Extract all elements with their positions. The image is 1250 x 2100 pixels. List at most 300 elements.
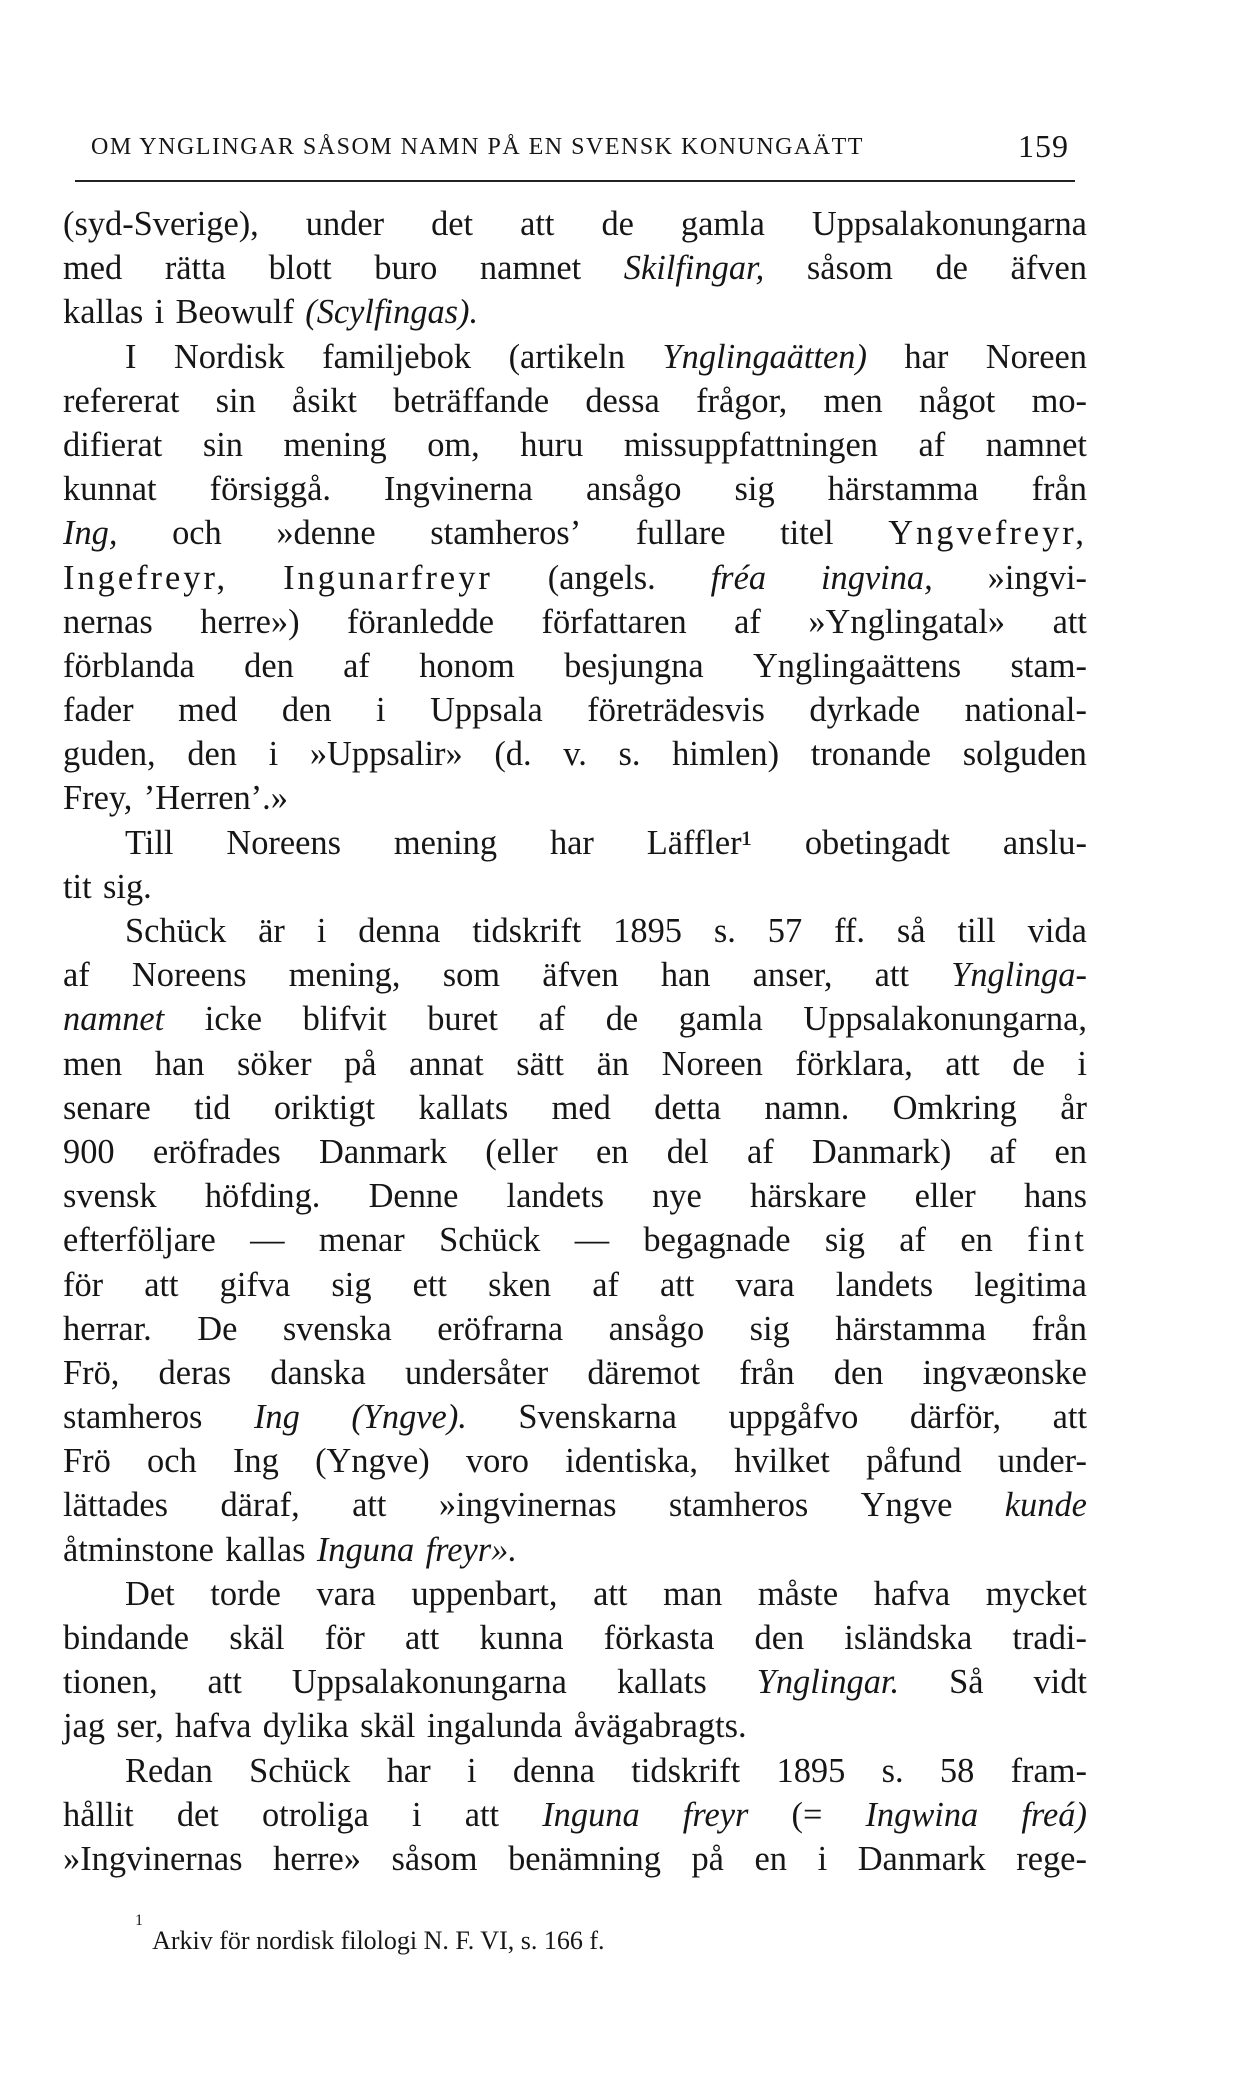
word: så [896,912,926,950]
word: de [601,205,634,243]
word: Noreens [226,823,341,862]
text-line [63,379,1087,423]
text-line [63,1749,1087,1793]
word: Ing [253,1398,300,1437]
word: identiska, [565,1442,699,1481]
text-line [63,202,1087,246]
word: kallats [616,1663,707,1702]
word: i [154,293,165,332]
word: denna [358,912,441,950]
word: i [316,912,327,950]
word: söker [237,1044,312,1083]
word: sätt [516,1044,564,1083]
word: freyr [682,1795,749,1834]
word: att [520,205,555,243]
word: för [324,1619,365,1657]
word: mening, [288,956,401,995]
word: (eller [485,1132,558,1171]
word: hållit [63,1795,134,1834]
word: har [386,1751,431,1790]
word: tradi- [1012,1619,1087,1657]
word: han [660,956,711,995]
text-line [63,290,1087,334]
word: guden, [63,735,156,774]
word: för [63,1265,104,1304]
word: eröfrarna [437,1309,564,1348]
word: af [63,956,90,995]
word: en [595,1132,629,1171]
word: hans [1023,1177,1087,1216]
word: lättades [63,1486,169,1525]
word: mo- [1031,381,1087,420]
text-line [63,1704,1087,1748]
word: kunde [1004,1486,1087,1525]
word: uppgåfvo [728,1398,859,1437]
word: härstamma [835,1309,987,1348]
word: Ing [232,1442,279,1481]
word: besjungna [564,646,704,685]
word: begagnade [643,1221,791,1260]
word: af [592,1265,619,1304]
word: Frö, [63,1353,120,1392]
word: I [125,337,137,376]
text-line [63,1660,1087,1704]
word: fint [1027,1221,1087,1260]
word: sig [734,470,775,509]
word: herre» [273,1839,361,1878]
word: den [187,735,237,774]
word: nye [652,1177,702,1216]
word: stam- [1010,646,1087,685]
word: tionen, [63,1663,158,1702]
word: Noreens [131,956,247,995]
text-line [63,1351,1087,1395]
word: Uppsalakonungarna, [803,1000,1087,1039]
word: de [1012,1044,1045,1083]
word: af [989,1132,1017,1171]
word: stamheros [668,1486,809,1525]
word: förblanda [63,646,195,685]
word: landets [835,1265,934,1304]
word: icke [204,1000,263,1039]
word: 900 [63,1132,115,1171]
word: på [691,1839,724,1878]
word: anser, [752,956,833,995]
word: Nordisk [173,337,285,376]
word: tidskrift [631,1751,741,1790]
word: äfven [1010,249,1087,288]
word: äfven [542,956,619,995]
word: än [596,1044,630,1083]
word: vara [735,1265,795,1304]
word: jag [63,1707,106,1746]
text-line [63,335,1087,379]
word: sin [215,381,256,420]
word: att [874,956,910,995]
word: Danmark) [811,1132,952,1171]
word: ansågo [608,1309,705,1348]
word: dylika [262,1707,349,1746]
word: Inguna [542,1795,640,1834]
word: anslu- [1002,823,1087,862]
word: s. [618,735,641,774]
text-line [63,467,1087,511]
word: voro [465,1442,529,1481]
word: Danmark [319,1132,447,1171]
word: familjebok [322,337,472,376]
word: »Uppsalir» [309,735,463,774]
text-line [63,688,1087,732]
word: namnet [63,1000,165,1039]
word: tronande [810,735,932,774]
word: fréa [710,558,767,597]
word: af [538,1000,566,1039]
word: Ynglinga- [951,956,1087,995]
word: men [823,381,883,420]
text-line [63,1130,1087,1174]
word: den [754,1619,805,1657]
word: (Yngve) [315,1442,430,1481]
word: att [1052,602,1087,641]
word: Yngve [860,1486,953,1525]
word: s. [713,912,736,950]
word: kunna [479,1619,564,1657]
word: måste [757,1574,839,1613]
word: honom [419,646,515,685]
word: himlen) [672,735,780,774]
text-line [63,1042,1087,1086]
word: legitima [974,1265,1087,1304]
word: Schück [125,912,227,950]
word: ingvina, [820,558,933,597]
word: åtminstone [63,1530,214,1569]
word: rätta [164,249,226,288]
word: fram- [1010,1751,1087,1790]
word: från [1031,470,1087,509]
word: fader [63,691,134,730]
text-line [63,600,1087,644]
word: en [1054,1132,1087,1171]
word: i [466,1751,477,1790]
word: deras [158,1353,232,1392]
word: dyrkade [809,691,921,730]
word: oriktigt [273,1088,376,1127]
word: Ingefreyr, [63,558,229,597]
word: på [344,1044,377,1083]
word: Frey, [63,779,133,818]
text-line [63,1263,1087,1307]
word: De [197,1309,238,1348]
word: Yngvefreyr, [888,514,1087,553]
word: Svenskarna [518,1398,677,1437]
word: därför, [909,1398,1002,1437]
word: i [1077,1044,1087,1083]
word: skäl [229,1619,285,1657]
word: en [960,1221,993,1260]
word: stamheros [63,1398,203,1437]
word: senare [63,1088,151,1127]
word: blott [268,249,332,288]
word: freyr». [425,1530,517,1569]
word: herrar. [63,1309,152,1348]
word: refererat [63,381,180,420]
word: härstamma [827,470,979,509]
word: v. [563,735,587,774]
text-line [63,865,1087,909]
text-line [63,997,1087,1041]
word: att [945,1044,980,1083]
word: Ynglingaätten) [662,337,867,376]
word: Ing, [63,514,118,553]
word: har [549,823,594,862]
word: rege- [1016,1839,1087,1878]
word: buro [374,249,438,288]
word: benämning [508,1839,661,1878]
word: Skilfingar, [623,249,765,288]
word: ansågo [585,470,682,509]
word: gamla [678,1000,763,1039]
word: under [305,205,385,243]
running-title: OM YNGLINGAR SÅSOM NAMN PÅ EN SVENSK KONUNGAÄTT [91,134,864,160]
word: kallas [225,1530,306,1569]
word: sken [488,1265,552,1304]
word: annat [409,1044,484,1083]
word: »Ingvinernas [63,1839,243,1878]
word: i [376,691,386,730]
text-line [63,644,1087,688]
word: Läffler¹ [646,823,752,862]
word: fullare [635,514,726,553]
word: denna [512,1751,595,1790]
word: att [404,1619,440,1657]
word: hafva [175,1707,252,1746]
word: — [574,1221,610,1260]
word: sin [202,425,243,464]
footnote-text: Arkiv för nordisk filologi N. F. VI, s. 166 f. [152,1926,605,1956]
word: vara [316,1574,376,1613]
word: däremot [587,1353,701,1392]
word: det [431,205,474,243]
word: år [1060,1088,1087,1127]
word: förkasta [603,1619,715,1657]
word: med [551,1088,611,1127]
word: ff. [834,912,865,950]
word: eller [914,1177,976,1216]
text-line [63,1483,1087,1527]
word: freá) [1021,1795,1087,1834]
word: (d. [494,735,532,774]
word: mycket [985,1574,1087,1613]
word: under- [997,1442,1087,1481]
word: att [593,1574,628,1613]
text-line [63,1793,1087,1837]
word: hafva [873,1574,951,1613]
word: huru [520,425,584,464]
word: svenska [282,1309,392,1348]
word: bindande [63,1619,190,1657]
word: sig [749,1309,790,1348]
word: Ynglingaättens [752,646,962,685]
word: härskare [750,1177,867,1216]
word: namn. [764,1088,850,1127]
word: till [957,912,996,950]
word: ’Herren’.» [143,779,288,818]
word: blifvit [302,1000,387,1039]
word: Omkring [892,1088,1017,1127]
text-line [63,1572,1087,1616]
word: skäl [360,1707,416,1746]
word: det [176,1795,219,1834]
word: svensk [63,1177,157,1216]
word: Noreen [661,1044,763,1083]
text-line [63,423,1087,467]
word: Noreen [985,337,1087,376]
word: eröfrades [152,1132,281,1171]
text-line [63,1528,1087,1572]
word: har [904,337,949,376]
word: i [412,1795,422,1834]
word: vida [1027,912,1087,950]
word: solguden [962,735,1087,774]
word: missuppfattningen [623,425,878,464]
text-line [63,1837,1087,1881]
word: Uppsala [430,691,543,730]
body-text [63,202,1087,1961]
word: af [918,425,946,464]
word: försiggå. [209,470,331,509]
word: 1895 [776,1751,846,1790]
footnote-marker: 1 [135,1912,143,1930]
word: difierat [63,425,163,464]
word: föranledde [347,602,495,641]
word: undersåter [404,1353,549,1392]
word: Ingwina [865,1795,979,1834]
word: efterföljare [63,1221,216,1260]
word: national- [964,691,1087,730]
word: den [244,646,294,685]
running-head [91,128,1069,168]
word: och [172,514,222,553]
word: Danmark [857,1839,986,1878]
word: att [352,1486,387,1525]
word: att [207,1663,242,1702]
word: Redan [125,1751,213,1790]
text-line [63,776,1087,820]
word: från [739,1353,795,1392]
word: sig [331,1265,372,1304]
word: »ingvinernas [438,1486,617,1525]
word: Till [125,823,174,862]
word: uppenbart, [411,1574,558,1613]
word: en [754,1839,787,1878]
word: påfund [866,1442,962,1481]
word: åsikt [292,381,357,420]
word: däraf, [220,1486,300,1525]
word: tit [63,867,92,906]
book-page [63,0,1087,2100]
word: herre») [200,602,300,641]
word: företrädesvis [587,691,765,730]
text-line [63,953,1087,997]
word: som [442,956,501,995]
word: att [144,1265,179,1304]
word: författaren [541,602,687,641]
word: åvägabragts. [573,1707,747,1746]
word: vidt [1033,1663,1087,1702]
word: Beowulf [175,293,294,332]
word: Så [949,1663,984,1702]
word: Uppsalakonungarna [291,1663,567,1702]
text-line [63,511,1087,555]
text-line [63,1086,1087,1130]
word: beträffande [393,381,550,420]
word: mening [393,823,498,862]
footnote [63,1912,1087,1961]
word: obetingadt [804,823,950,862]
word: förklara, [795,1044,913,1083]
word: torde [210,1574,281,1613]
word: namnet [479,249,582,288]
word: mening [283,425,387,464]
word: tid [194,1088,231,1127]
word: i [817,1839,828,1878]
word: »denne [276,514,376,553]
word: ingalunda [426,1707,563,1746]
word: tidskrift [472,912,582,950]
word: Ingunarfreyr [283,558,493,597]
word: höfding. [204,1177,321,1216]
word: af [343,646,370,685]
word: sig [824,1221,865,1260]
word: Frö [63,1442,111,1481]
word: af [746,1132,774,1171]
word: del [666,1132,709,1171]
word: namnet [985,425,1087,464]
word: (artikeln [508,337,626,376]
page-number: 159 [1018,128,1069,164]
word: med [63,249,123,288]
word: stamheros’ [430,514,582,553]
word: ser, [116,1707,164,1746]
word: kallas [63,293,144,332]
word: 1895 [613,912,682,950]
word: (angels. [547,558,656,597]
word: om, [427,425,480,464]
word: titel [780,514,834,553]
word: sig. [103,867,152,906]
word: och [147,1442,197,1481]
text-line [63,909,1087,953]
word: i [268,735,279,774]
word: med [178,691,238,730]
text-line [63,1439,1087,1483]
word: 57 [767,912,803,950]
word: att [464,1795,500,1834]
word: 58 [939,1751,975,1790]
word: menar [318,1221,405,1260]
word: ett [412,1265,447,1304]
word: den [281,691,332,730]
word: ingvæonske [922,1353,1087,1392]
word: Ynglingar. [756,1663,900,1702]
text-line [63,556,1087,600]
word: hvilket [734,1442,830,1481]
word: såsom [806,249,893,288]
word: gifva [219,1265,291,1304]
word: Uppsalakonungarna [811,205,1087,243]
word: gamla [680,205,765,243]
text-line [63,246,1087,290]
